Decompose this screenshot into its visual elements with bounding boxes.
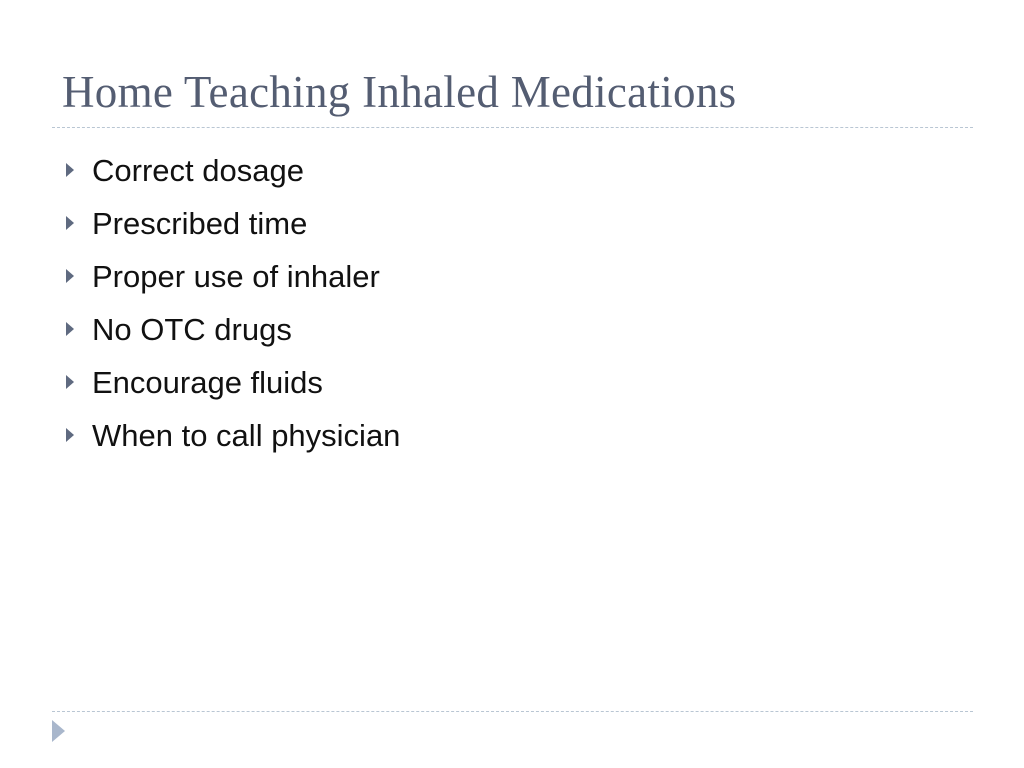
- bullet-item: [62, 250, 400, 303]
- bullet-text: Prescribed time: [92, 206, 308, 241]
- triangle-arrow-icon: [52, 720, 65, 742]
- bullet-text: Correct dosage: [92, 153, 304, 188]
- title-divider: [52, 127, 973, 128]
- bullet-list: [62, 144, 400, 462]
- bullet-item: [62, 356, 400, 409]
- bullet-text: Proper use of inhaler: [92, 259, 380, 294]
- triangle-bullet-icon: [66, 375, 74, 389]
- triangle-bullet-icon: [66, 216, 74, 230]
- bullet-text: No OTC drugs: [92, 312, 292, 347]
- bullet-text: When to call physician: [92, 418, 401, 453]
- bullet-item: [62, 197, 400, 250]
- bullet-item: [62, 409, 400, 462]
- footer-divider: [52, 711, 973, 712]
- triangle-bullet-icon: [66, 163, 74, 177]
- bullet-item: [62, 144, 400, 197]
- triangle-bullet-icon: [66, 269, 74, 283]
- slide-title: Home Teaching Inhaled Medications: [62, 67, 737, 117]
- triangle-bullet-icon: [66, 428, 74, 442]
- bullet-text: Encourage fluids: [92, 365, 323, 400]
- triangle-bullet-icon: [66, 322, 74, 336]
- bullet-item: [62, 303, 400, 356]
